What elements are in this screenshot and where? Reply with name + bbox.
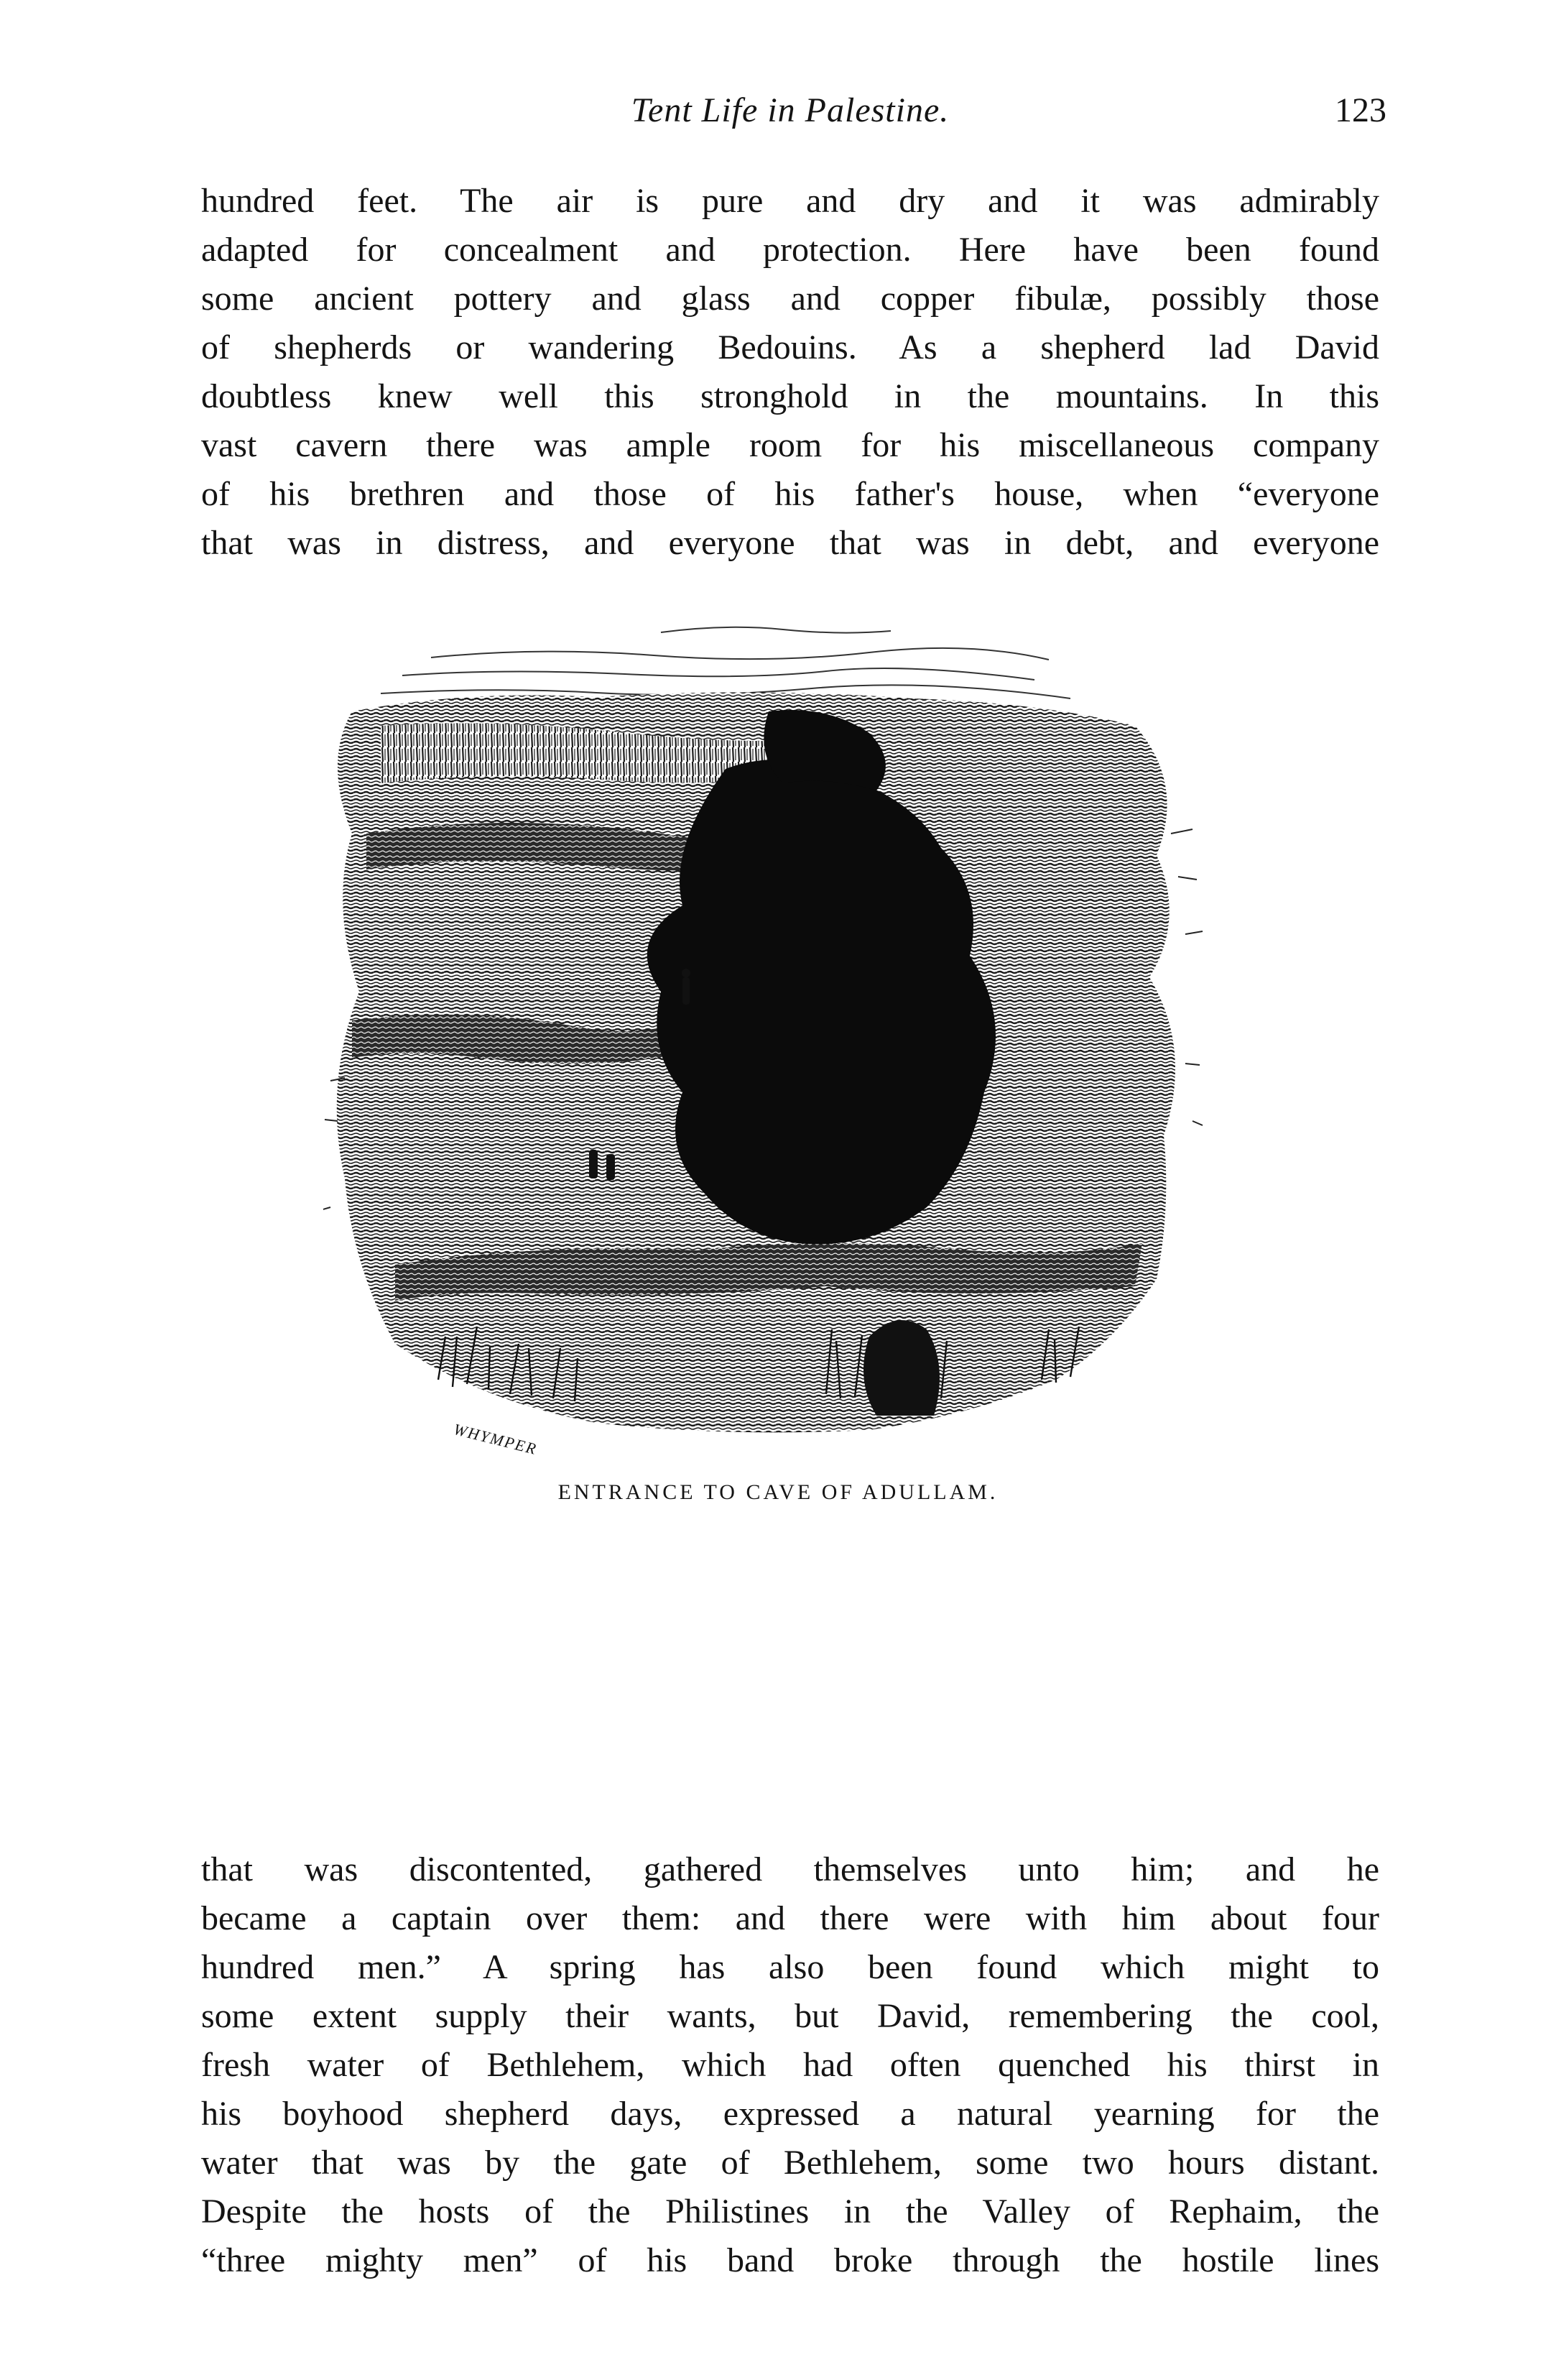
text-line: became a captain over them: and there were with him about four — [201, 1899, 1379, 1937]
text-line: Despite the hosts of the Philistines in the Valley of Rephaim, the — [201, 2192, 1379, 2231]
body-text-bottom — [201, 1845, 1379, 2285]
text-line: adapted for concealment and protection. Here have been found — [201, 231, 1379, 269]
sky-hatching — [381, 627, 1070, 698]
text-line: hundred feet. The air is pure and dry and it was admirably — [201, 182, 1379, 220]
text-line: doubtless knew well this stronghold in the mountains. In this — [201, 377, 1379, 415]
running-head — [194, 91, 1386, 141]
foreground-rock — [863, 1320, 940, 1416]
page-number: 123 — [1335, 91, 1386, 129]
text-line: some extent supply their wants, but David, remembering the cool, — [201, 1997, 1379, 2035]
text-line: fresh water of Bethlehem, which had often quenched his thirst in — [201, 2046, 1379, 2084]
text-line: of his brethren and those of his father's house, when “everyone — [201, 475, 1379, 513]
running-title: Tent Life in Palestine. — [631, 91, 950, 129]
text-line: his boyhood shepherd days, expressed a natural yearning for the — [201, 2095, 1379, 2133]
figure-caption: ENTRANCE TO CAVE OF ADULLAM. — [557, 1480, 999, 1504]
text-line: hundred men.” A spring has also been found which might to — [201, 1948, 1379, 1986]
text-line: of shepherds or wandering Bedouins. As a shepherd lad David — [201, 328, 1379, 366]
text-line: “three mighty men” of his band broke through the hostile lines — [201, 2241, 1379, 2279]
text-line: that was discontented, gathered themselves unto him; and he — [201, 1850, 1379, 1888]
engraver-signature: WHYMPER — [451, 1419, 539, 1459]
text-line: water that was by the gate of Bethlehem, some two hours distant. — [201, 2144, 1379, 2182]
cave-engraving — [323, 618, 1307, 1473]
body-text-top — [201, 177, 1379, 568]
text-line: some ancient pottery and glass and copper fibulæ, possibly those — [201, 280, 1379, 318]
text-line: vast cavern there was ample room for his miscellaneous company — [201, 426, 1379, 464]
text-line: that was in distress, and everyone that was in debt, and everyone — [201, 524, 1379, 562]
